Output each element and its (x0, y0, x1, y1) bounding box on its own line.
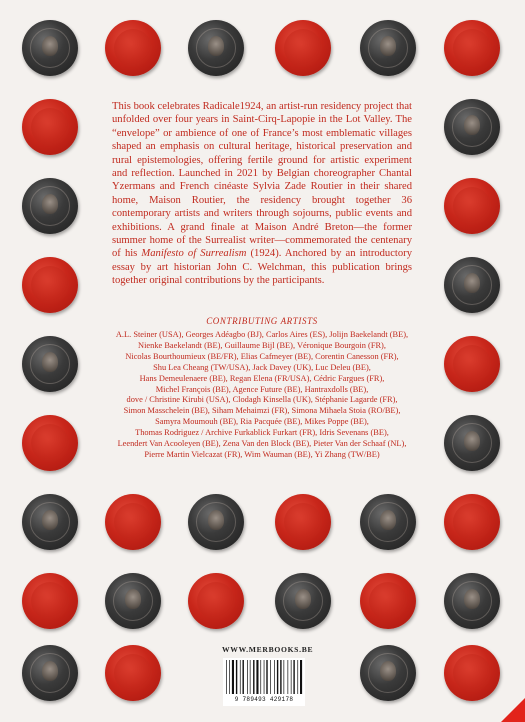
black-seal (22, 178, 78, 234)
black-seal (22, 494, 78, 550)
black-seal (360, 494, 416, 550)
contributor-name: Simon Masschelein (BE), (123, 406, 210, 416)
book-description (112, 100, 412, 288)
contributor-name: Zena Van den Block (BE), (222, 439, 312, 449)
contributor-name: Furkart (FR), (272, 428, 318, 438)
red-seal (275, 494, 331, 550)
black-seal (22, 336, 78, 392)
contributor-name: dove / Christine Kirubi (USA), (126, 395, 231, 405)
red-seal (22, 573, 78, 629)
contributor-name: Regan Elena (FR/USA), (229, 373, 312, 383)
contributor-name: Stéphanie Lagarde (FR), (314, 395, 398, 405)
contributor-name: Nienke Baekelandt (BE), (138, 340, 223, 350)
contributor-name: Ria Pacquée (BE), (240, 417, 303, 427)
contributor-name: Nicolas Bourthoumieux (BE/FR), (125, 351, 239, 361)
contributor-name: Luc Deleu (BE), (315, 362, 371, 372)
isbn-number: 9 789493 429178 (223, 696, 305, 703)
contributor-name: Idris Sevenans (BE), (319, 428, 389, 438)
black-seal (444, 573, 500, 629)
contributor-name: Thomas Rodriguez / Archive Furkablick (135, 428, 271, 438)
contributor-name: Jack Davey (UK), (252, 362, 314, 372)
red-seal (22, 257, 78, 313)
contributor-name: Shu Lea Cheang (TW/USA), (153, 362, 251, 372)
black-seal (444, 415, 500, 471)
black-seal (360, 20, 416, 76)
red-seal (444, 336, 500, 392)
black-seal (188, 494, 244, 550)
description-italic-title: Manifesto of Surrealism (141, 248, 247, 260)
red-seal (105, 494, 161, 550)
contributor-name: Pieter Van der Schaaf (NL), (313, 439, 407, 449)
red-seal (275, 20, 331, 76)
red-seal (360, 573, 416, 629)
red-seal (444, 178, 500, 234)
red-seal (444, 20, 500, 76)
contributor-name: Siham Mehaimzi (FR), (211, 406, 290, 416)
corner-triangle (501, 698, 525, 722)
contributor-name: Hans Demeulenaere (BE), (139, 373, 228, 383)
red-seal (188, 573, 244, 629)
contributor-name: Yi Zhang (TW/BE) (314, 449, 380, 459)
black-seal (360, 645, 416, 701)
black-seal (22, 20, 78, 76)
contributor-name: Véronique Bourgoin (FR), (297, 340, 386, 350)
contributor-name: Jolijn Baekelandt (BE), (329, 330, 409, 339)
contributor-name: Carlos Aires (ES), (265, 330, 328, 339)
description-part-1: This book celebrates Radicale1924, an artist-run residency project that unfolded over four years in Saint-Cirq-Lapopie in the Lot Valley. The “envelope” or ambience of one of France’s most emblematic villages shaped an emphasis on cultural heritage, historical preservation and rural epistemologies, offering fertile ground for artistic experiment and reflection. Launched in 2021 by Belgian choreographer Chantal Yzermans and French cinéaste Sylvia Zade Routier in their shared home, Maison Routier, the residency brought together 36 contemporary artists and writers through sojourns, public events and exhibitions. A grand finale at Maison André Breton—the former summer home of the Surrealist writer—commemorated the centenary of his (112, 101, 412, 260)
contributor-name: Clodagh Kinsella (UK), (232, 395, 313, 405)
contributors-heading: CONTRIBUTING ARTISTS (206, 316, 318, 326)
description-part-2: (1924). Anchored by an introductory essay by art historian John C. Welchman, this publication brings together original contributions by the participants. (112, 248, 412, 287)
black-seal (444, 257, 500, 313)
black-seal (275, 573, 331, 629)
contributor-name: Pierre Martin Vielcazat (FR), (144, 449, 243, 459)
contributor-name: Cédric Fargues (FR), (313, 373, 385, 383)
red-seal (105, 20, 161, 76)
contributor-name: A.L. Steiner (USA), (115, 330, 184, 339)
black-seal (188, 20, 244, 76)
red-seal (22, 99, 78, 155)
black-seal (444, 99, 500, 155)
contributor-name: Michel François (BE), (155, 384, 231, 394)
red-seal (444, 494, 500, 550)
publisher-website: WWW.MERBOOKS.BE (222, 645, 314, 654)
contributor-name: Wim Wauman (BE), (244, 449, 313, 459)
contributor-name: Samyra Moumouh (BE), (155, 417, 239, 427)
contributor-name: Agence Future (BE), (232, 384, 303, 394)
red-seal (105, 645, 161, 701)
contributor-name: Mikes Poppe (BE), (304, 417, 369, 427)
contributor-name: Georges Adéagbo (BJ), (185, 330, 264, 339)
contributor-name: Simona Mihaela Stoia (RO/BE), (291, 406, 401, 416)
black-seal (22, 645, 78, 701)
contributors-list (112, 330, 412, 461)
black-seal (105, 573, 161, 629)
red-seal (444, 645, 500, 701)
contributor-name: Hantraxdolls (BE), (304, 384, 369, 394)
red-seal (22, 415, 78, 471)
contributor-name: Leendert Van Acooleyen (BE), (117, 439, 221, 449)
contributor-name: Corentin Canesson (FR), (315, 351, 399, 361)
contributor-name: Elias Cafmeyer (BE), (240, 351, 314, 361)
contributor-name: Guillaume Bijl (BE), (224, 340, 296, 350)
